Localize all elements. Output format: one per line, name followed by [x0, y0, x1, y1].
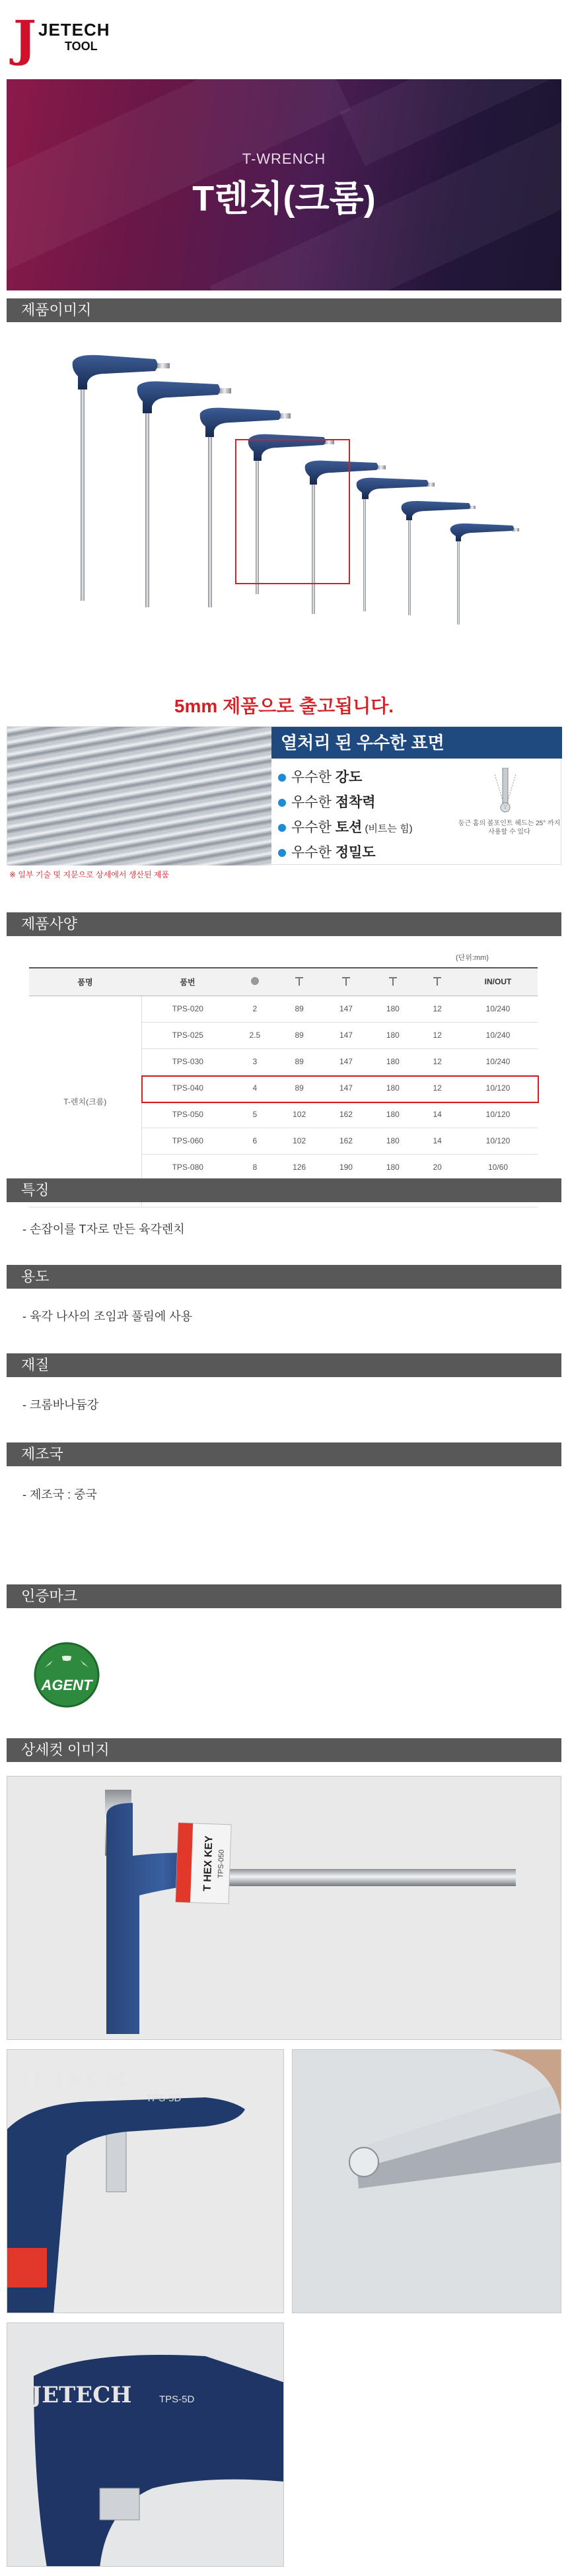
product-name-cell: T-렌치(크롬) — [29, 996, 141, 1207]
diameter-icon — [234, 968, 276, 996]
t-wrench-icon — [248, 434, 334, 594]
section-features: 특징 — [7, 1178, 561, 1202]
logo-text: JETECH — [38, 20, 110, 40]
bullet-icon — [278, 774, 286, 782]
table-row: TPS-030 3 89 147 180 12 10/240 — [29, 1048, 538, 1075]
table-row: TPS-040 4 89 147 180 12 10/120 — [29, 1075, 538, 1101]
surface-closeup-image — [7, 727, 271, 865]
detail-image-3 — [292, 2049, 561, 2313]
feature-item: 우수한 강도 — [278, 765, 413, 790]
section-product-image: 제품이미지 — [7, 298, 561, 322]
section-material: 재질 — [7, 1353, 561, 1377]
t-wrench-icon — [357, 478, 435, 611]
feature-item: 우수한 토션 (비트는 힘) — [278, 815, 413, 840]
length-b-icon — [323, 968, 370, 996]
disclaimer: ※ 일부 기술 및 지문으로 상세에서 생산된 제품 — [9, 870, 170, 879]
feature-heading: 열처리 된 우수한 표면 — [271, 727, 562, 759]
bullet-icon — [278, 849, 286, 857]
detail-image-2 — [7, 2049, 284, 2313]
banner-title: T렌치(크롬) — [192, 179, 376, 219]
detail-image-1 — [7, 1776, 561, 2040]
section-detail-image: 상세컷 이미지 — [7, 1738, 561, 1762]
banner-subtitle: T-WRENCH — [242, 151, 326, 167]
product-wrench-set — [7, 330, 561, 693]
tip-note: 둥근 홈의 볼포인트 헤드는 25° 까지 사용할 수 있다 — [458, 820, 561, 836]
col-header: IN/OUT — [458, 968, 538, 996]
tag-code: TPS-050 — [217, 1849, 226, 1879]
brand-logo: J JETECH TOOL — [13, 11, 110, 67]
handle-logo: JETECH — [20, 2065, 127, 2093]
hero-banner — [7, 79, 561, 290]
handle-code: TPS-5D — [159, 2394, 195, 2405]
table-row-highlighted: TPS-050 5 102 162 180 14 10/120 — [29, 1101, 538, 1128]
agent-cert-icon — [30, 1639, 103, 1711]
svg-text:AGENT: AGENT — [41, 1677, 92, 1693]
table-row: TPS-080 8 126 190 180 20 10/60 — [29, 1154, 538, 1180]
highlight-row-box — [141, 1075, 539, 1103]
handle-logo: JETECH — [31, 2382, 132, 2408]
tag-label: T HEX KEY — [201, 1835, 215, 1892]
feature-item: 우수한 점착력 — [278, 790, 413, 815]
length-c-icon — [369, 968, 416, 996]
product-caption: 5mm 제품으로 출고됩니다. — [174, 696, 394, 716]
table-row: T-렌치(크롬) TPS-020 2 89 147 180 12 10/240 — [29, 996, 538, 1022]
handle-code: TPS-5D — [146, 2093, 182, 2104]
origin-text: - 제조국 : 중국 — [22, 1488, 97, 1501]
t-wrench-icon — [450, 524, 519, 625]
col-header: 품명 — [29, 968, 141, 996]
ball-point-tip-icon — [489, 768, 521, 817]
logo-subtext: TOOL — [65, 40, 98, 53]
feature-list — [278, 765, 413, 865]
feature-box — [7, 726, 561, 865]
usage-text: - 육각 나사의 조임과 풀림에 사용 — [22, 1310, 193, 1323]
section-origin: 제조국 — [7, 1442, 561, 1466]
bullet-icon — [278, 799, 286, 807]
features-text: - 손잡이를 T자로 만든 육각렌치 — [22, 1223, 185, 1236]
length-a-icon — [276, 968, 323, 996]
unit-label: (단위:mm) — [456, 954, 489, 962]
col-header: 품번 — [141, 968, 234, 996]
detail-image-4 — [7, 2322, 284, 2567]
table-row: TPS-060 6 102 162 180 14 10/120 — [29, 1128, 538, 1154]
material-text: - 크롬바나듐강 — [22, 1398, 99, 1411]
t-wrench-icon — [402, 501, 476, 615]
section-usage: 용도 — [7, 1265, 561, 1289]
feature-item: 우수한 정밀도 — [278, 840, 413, 865]
section-certification: 인증마크 — [7, 1584, 561, 1608]
length-d-icon — [416, 968, 458, 996]
section-spec: 제품사양 — [7, 912, 561, 936]
table-row: TPS-025 2.5 89 147 180 12 10/240 — [29, 1022, 538, 1048]
bullet-icon — [278, 824, 286, 832]
